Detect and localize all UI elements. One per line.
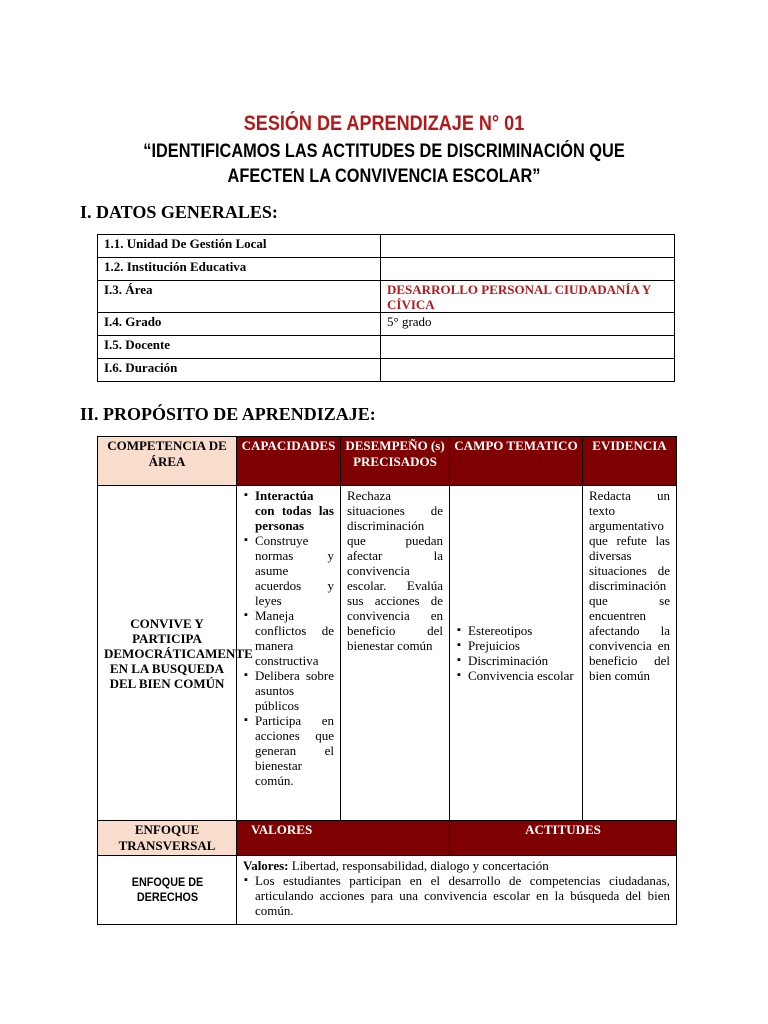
table-header-row (98, 821, 677, 856)
table-row (98, 281, 675, 313)
valores-actitudes-cell (237, 856, 677, 925)
campo-cell (450, 486, 583, 821)
session-title: SESIÓN DE APRENDIZAJE N° 01 (243, 112, 525, 135)
datos-value (381, 258, 675, 281)
datos-label: I.6. Duración (98, 359, 381, 382)
header-desempeno: DESEMPEÑO (s) PRECISADOS (341, 437, 450, 486)
list-item: ▪ Maneja conflictos de manera constructiva (255, 608, 334, 668)
datos-value (381, 235, 675, 258)
list-item: ▪ Participa en acciones que generan el bienestar común. (255, 713, 334, 788)
list-item: ▪ Prejuicios (468, 638, 576, 653)
proposito-table (97, 436, 677, 925)
list-item: ▪ Estereotipos (468, 623, 576, 638)
datos-value (381, 336, 675, 359)
subtitle-line-2: AFECTEN LA CONVIVENCIA ESCOLAR” (227, 166, 541, 187)
competencia-cell: CONVIVE Y PARTICIPA DEMOCRÁTICAMENTE EN LA BUSQUEDA DEL BIEN COMÚN (98, 486, 237, 821)
table-row (98, 313, 675, 336)
session-subtitle (54, 139, 714, 189)
enfoque-cell: ENFOQUE DE DERECHOS (104, 856, 229, 925)
datos-value (381, 359, 675, 382)
subtitle-line-1: “IDENTIFICAMOS LAS ACTITUDES DE DISCRIMINACIÓN QUE (143, 141, 625, 162)
list-item: ▪ Interactúa con todas las personas (255, 488, 334, 533)
section-datos-generales: I. DATOS GENERALES: (80, 202, 278, 222)
table-header-row (98, 437, 677, 486)
header-capacidades: CAPACIDADES (237, 437, 341, 486)
datos-value: 5° grado (381, 313, 675, 336)
table-row (98, 336, 675, 359)
list-item: ▪ Delibera sobre asuntos públicos (255, 668, 334, 713)
header-valores: VALORES (237, 821, 450, 856)
table-row (98, 235, 675, 258)
table-row (98, 258, 675, 281)
valores-text: Libertad, responsabilidad, dialogo y concertación (288, 858, 549, 873)
header-campo: CAMPO TEMATICO (450, 437, 583, 486)
evidencia-cell: Redacta un texto argumentativo que refute las diversas situaciones de discriminación que se encuentren afectando la convivencia en beneficio del bien común (583, 486, 677, 821)
valores-label: Valores: (243, 858, 289, 873)
header-actitudes: ACTITUDES (450, 821, 677, 856)
datos-label: I.3. Área (98, 281, 381, 313)
header-competencia: COMPETENCIA DE ÁREA (98, 437, 237, 486)
table-row (98, 359, 675, 382)
header-evidencia: EVIDENCIA (583, 437, 677, 486)
datos-generales-table (97, 234, 675, 382)
section-proposito: II. PROPÓSITO DE APRENDIZAJE: (80, 404, 376, 424)
actitudes-list (243, 873, 670, 918)
table-row (98, 486, 677, 821)
list-item: ▪ Los estudiantes participan en el desarrollo de competencias ciudadanas, articulando acciones para una convivencia escolar en la búsqueda del bien común. (255, 873, 670, 918)
datos-label: I.4. Grado (98, 313, 381, 336)
header-enfoque: ENFOQUE TRANSVERSAL (98, 821, 237, 856)
list-item: ▪ Construye normas y asume acuerdos y leyes (255, 533, 334, 608)
desempeno-cell: Rechaza situaciones de discriminación que puedan afectar la convivencia escolar. Evalúa sus acciones de convivencia en beneficio del bienestar común (341, 486, 450, 821)
list-item: ▪ Discriminación (468, 653, 576, 668)
datos-label: 1.1. Unidad De Gestión Local (98, 235, 381, 258)
datos-value: DESARROLLO PERSONAL CIUDADANÍA Y CÍVICA (381, 281, 675, 313)
valores-line (243, 858, 670, 873)
capacidades-list (243, 488, 334, 788)
list-item: ▪ Convivencia escolar (468, 668, 576, 683)
datos-label: 1.2. Institución Educativa (98, 258, 381, 281)
table-row (98, 856, 677, 925)
datos-label: I.5. Docente (98, 336, 381, 359)
campo-list (456, 623, 576, 683)
